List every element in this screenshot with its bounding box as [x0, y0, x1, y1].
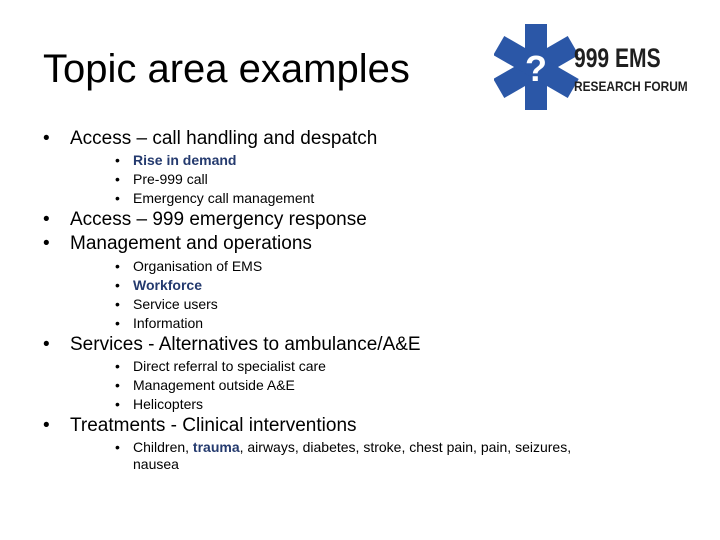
bullet-marker: •: [43, 334, 50, 355]
section-heading: Treatments - Clinical interventions: [70, 415, 357, 436]
bullet-marker: •: [115, 396, 120, 412]
sub-item: Pre-999 call: [133, 171, 208, 187]
sub-item: Emergency call management: [133, 190, 315, 206]
bullet-marker: •: [43, 209, 50, 230]
sub-item: Service users: [133, 296, 218, 312]
bullet-marker: •: [43, 233, 50, 254]
sub-item: Information: [133, 315, 204, 331]
sub-item: Rise in demand: [133, 152, 237, 168]
bullet-marker: •: [115, 377, 120, 393]
treatments-text-rest: , airways, diabetes, stroke, chest pain, pain, seizures,: [239, 439, 572, 455]
slide-title: Topic area examples: [43, 47, 410, 91]
bullet-marker: •: [43, 415, 50, 436]
sub-item: Direct referral to specialist care: [133, 358, 326, 374]
logo-subtitle: RESEARCH FORUM: [574, 78, 688, 94]
sub-item: Helicopters: [133, 396, 204, 412]
bullet-marker: •: [115, 439, 120, 455]
treatments-text-start: Children,: [133, 439, 193, 455]
treatments-text-line2: nausea: [133, 456, 179, 472]
logo-title: 999 EMS: [574, 43, 661, 73]
sub-item-treatments: [133, 438, 571, 456]
treatments-highlight: trauma: [192, 439, 240, 455]
bullet-marker: •: [115, 171, 120, 187]
bullet-marker: •: [115, 152, 120, 168]
bullet-marker: •: [115, 258, 120, 274]
section-heading: Access – call handling and despatch: [70, 128, 378, 149]
bullet-marker: •: [115, 358, 120, 374]
bullet-marker: •: [115, 190, 120, 206]
logo-question-mark: ?: [525, 48, 547, 89]
bullet-marker: •: [115, 296, 120, 312]
sub-item: Management outside A&E: [133, 377, 295, 393]
bullet-marker: •: [43, 128, 50, 149]
section-heading: Management and operations: [70, 233, 312, 254]
bullet-level2-continuation: [133, 455, 179, 473]
sub-item: Organisation of EMS: [133, 258, 263, 274]
section-heading: Access – 999 emergency response: [70, 209, 367, 230]
bullet-marker: •: [115, 315, 120, 331]
sub-item: Workforce: [133, 277, 202, 293]
section-heading: Services - Alternatives to ambulance/A&E: [70, 334, 421, 355]
bullet-marker: •: [115, 277, 120, 293]
